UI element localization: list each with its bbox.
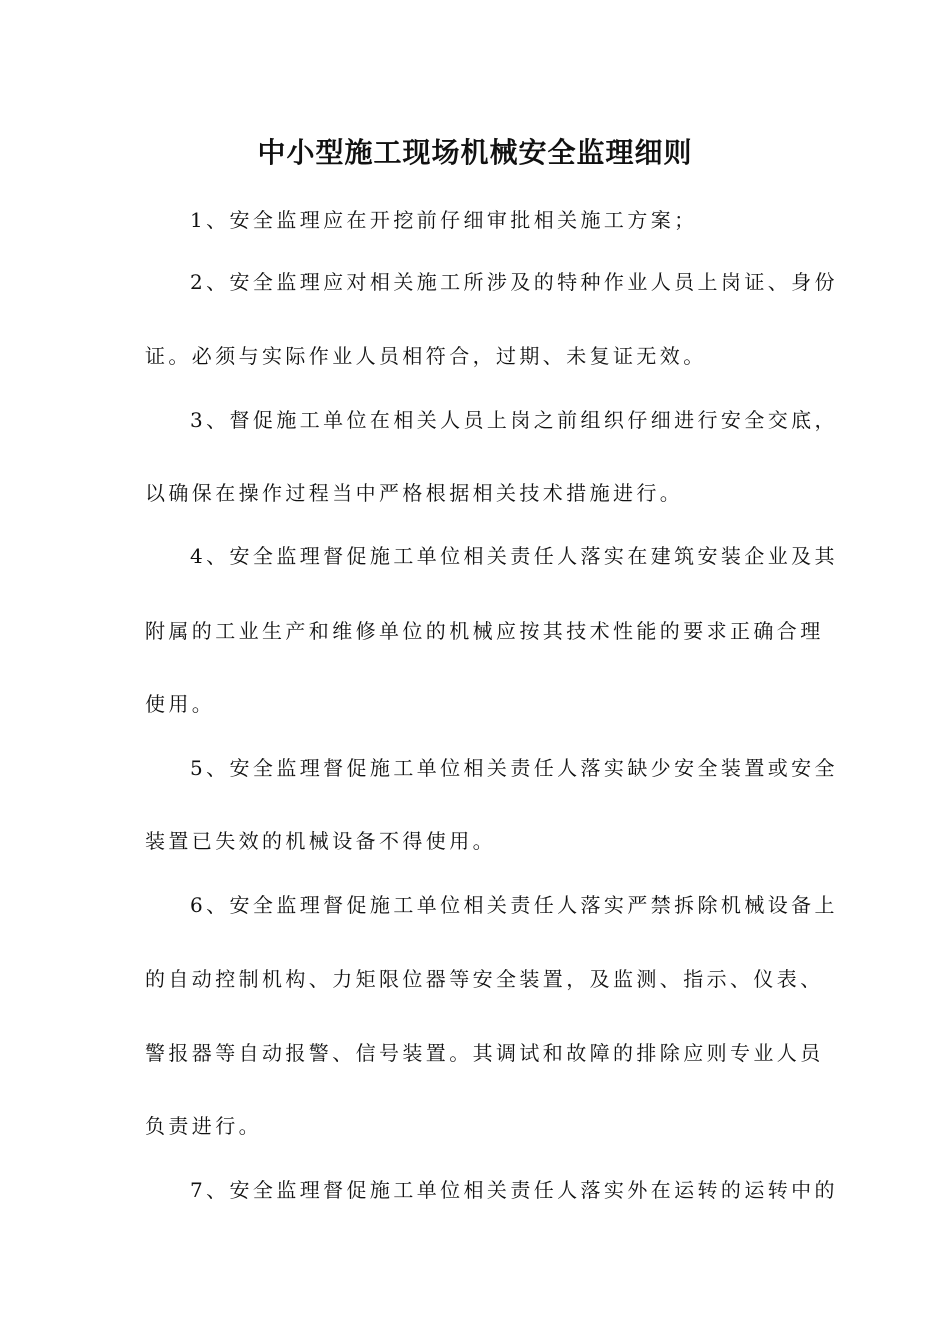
clause-6-line-1: 6、安全监理督促施工单位相关责任人落实严禁拆除机械设备上 (190, 893, 838, 917)
clause-6-line-3: 警报器等自动报警、信号装置。其调试和故障的排除应则专业人员 (145, 1041, 824, 1065)
clause-6-line-2: 的自动控制机构、力矩限位器等安全装置，及监测、指示、仪表、 (145, 967, 824, 991)
clause-4-line-2: 附属的工业生产和维修单位的机械应按其技术性能的要求正确合理 (145, 619, 824, 643)
clause-7-line-1: 7、安全监理督促施工单位相关责任人落实外在运转的运转中的 (190, 1178, 838, 1202)
clause-2-line-1: 2、安全监理应对相关施工所涉及的特种作业人员上岗证、身份 (190, 270, 838, 294)
clause-4-line-3: 使用。 (145, 692, 216, 716)
document-title: 中小型施工现场机械安全监理细则 (257, 136, 693, 169)
clause-1-line-1: 1、安全监理应在开挖前仔细审批相关施工方案； (190, 208, 698, 232)
clause-5-line-1: 5、安全监理督促施工单位相关责任人落实缺少安全装置或安全 (190, 756, 838, 780)
clause-2-line-2: 证。必须与实际作业人员相符合，过期、未复证无效。 (145, 344, 707, 368)
clause-4-line-1: 4、安全监理督促施工单位相关责任人落实在建筑安装企业及其 (190, 544, 838, 568)
clause-3-line-2: 以确保在操作过程当中严格根据相关技术措施进行。 (145, 481, 684, 505)
clause-5-line-2: 装置已失效的机械设备不得使用。 (145, 829, 496, 853)
clause-6-line-4: 负责进行。 (145, 1114, 262, 1138)
clause-3-line-1: 3、督促施工单位在相关人员上岗之前组织仔细进行安全交底， (190, 408, 838, 432)
